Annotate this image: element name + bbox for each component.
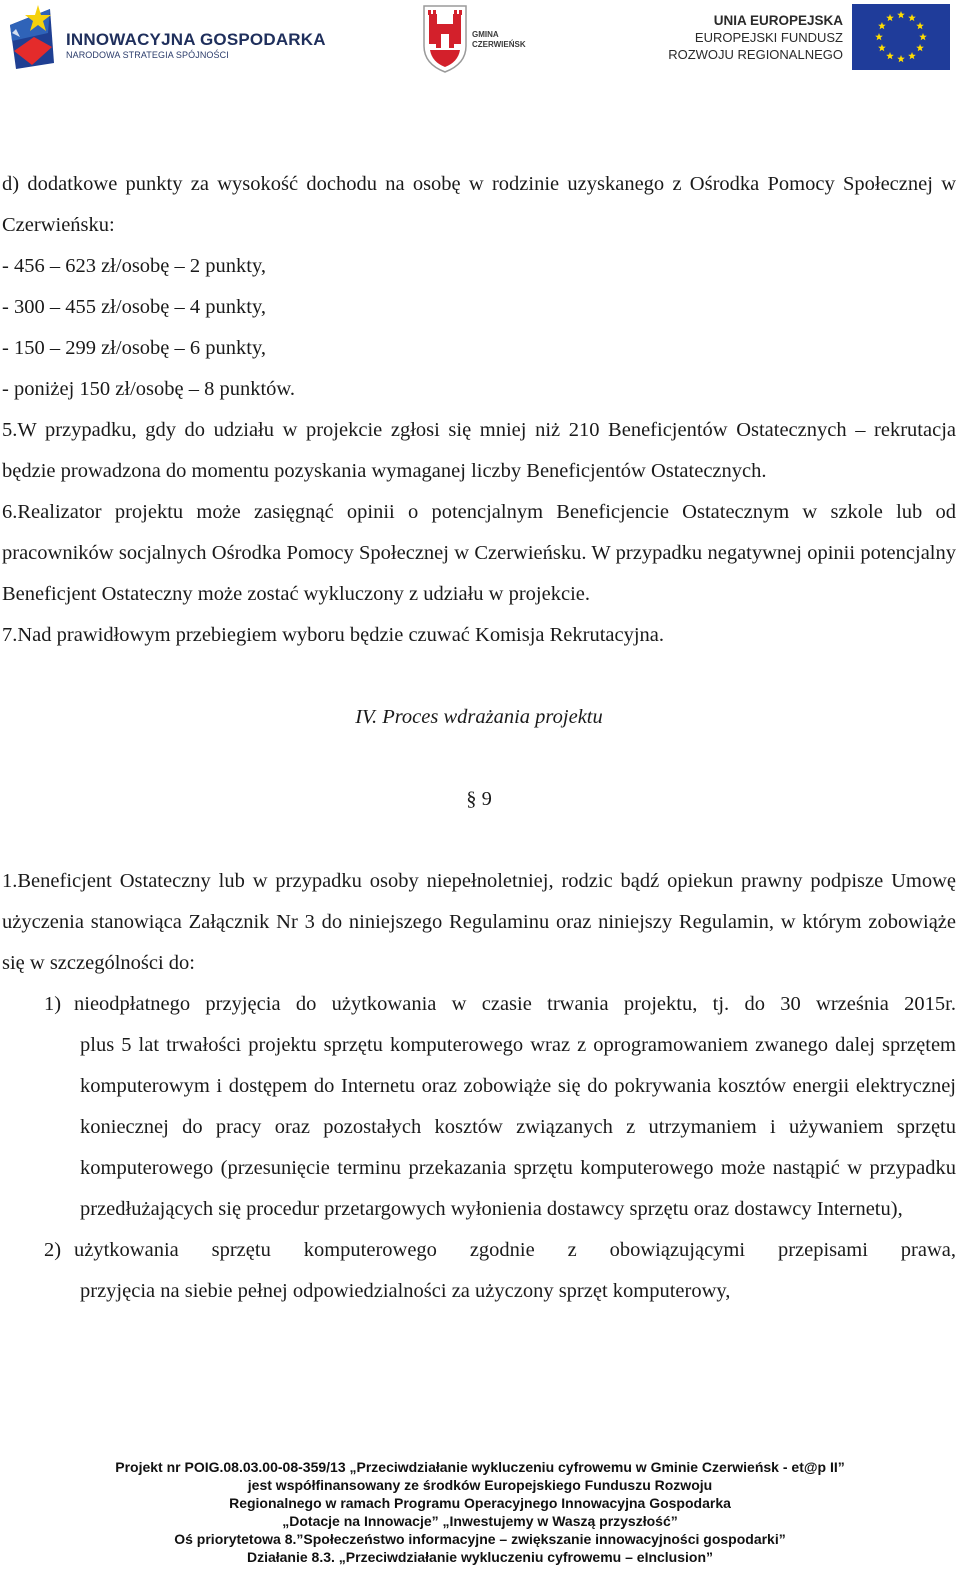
income-line-4: - poniżej 150 zł/osobę – 8 punktów. — [2, 378, 296, 400]
gmina-name: CZERWIEŃSK — [472, 40, 526, 49]
innowacyjna-gospodarka-subtitle: NARODOWA STRATEGIA SPÓJNOŚCI — [66, 50, 229, 60]
list-item — [2, 984, 956, 1230]
footer-line-4: „Dotacje na Innowacje” „Inwestujemy w Waszą przyszłość” — [282, 1513, 678, 1529]
eu-line-2: EUROPEJSKI FUNDUSZ — [694, 30, 843, 45]
paragraph-9-1: 1.Beneficjent Ostateczny lub w przypadku osoby niepełnoletniej, rodzic bądź opiekun prawny podpisze Umowę użyczenia stanowiąca Załącznik Nr 3 do niniejszego Regulaminu oraz niniejszy Regulamin, w którym zobowiąże się w szczególności do: — [2, 870, 956, 974]
paragraph-6: 6.Realizator projektu może zasięgnąć opinii o potencjalnym Beneficjencie Ostatecznym w szkole lub od pracowników socjalnych Ośrodka Pomocy Społecznej w Czerwieńsku. W przypadku negatywnej opinii potencjalny Beneficjent Ostateczny może zostać wykluczony z udziału w projekcie. — [2, 501, 956, 605]
income-line-1: - 456 – 623 zł/osobę – 2 punkty, — [2, 255, 267, 277]
innowacyjna-gospodarka-name: INNOWACYJNA GOSPODARKA — [66, 30, 326, 49]
footer-line-6: Działanie 8.3. „Przeciwdziałanie wykluczeniu cyfrowemu – eInclusion” — [246, 1549, 714, 1565]
paragraph-5: 5.W przypadku, gdy do udziału w projekcie zgłosi się mniej niż 210 Beneficjentów Ostatecznych – rekrutacja będzie prowadzona do momentu pozyskania wymaganej liczby Beneficjentów Ostatecznych. — [2, 419, 956, 482]
gmina-czerwiensk-logo — [420, 2, 530, 74]
innowacyjna-gospodarka-emblem-icon — [8, 3, 60, 73]
section-title: IV. Proces wdrażania projektu — [355, 706, 603, 728]
gmina-coat-of-arms-icon — [420, 2, 470, 74]
income-line-3: - 150 – 299 zł/osobę – 6 punkty, — [2, 337, 267, 359]
paragraph-sign: § 9 — [466, 788, 492, 810]
list-item-rest: plus 5 lat trwałości projektu sprzętu komputerowego wraz z oprogramowaniem zwanego dalej sprzętem komputerowym i dostępem do Internetu oraz zobowiąże się do pokrywania kosztów energii elektrycznej koniecznej do pracy oraz pozostałych kosztów związanych z utrzymaniem i używaniem sprzętu komputerowego (przesunięcie terminu przekazania sprzętu komputerowego może nastąpić w przypadku przedłużających się procedur przetargowych wyłonienia dostawcy sprzętu oraz dostawcy Internetu), — [80, 1034, 956, 1220]
footer-line-3: Regionalnego w ramach Programu Operacyjnego Innowacyjna Gospodarka — [229, 1495, 731, 1511]
eu-line-3: ROZWOJU REGIONALNEGO — [668, 47, 843, 62]
document-body — [2, 164, 956, 1312]
innowacyjna-gospodarka-logo — [8, 3, 326, 73]
eu-line-1: UNIA EUROPEJSKA — [713, 13, 843, 28]
gmina-label: GMINA — [472, 30, 499, 39]
footer-line-5: Oś priorytetowa 8.”Społeczeństwo informacyjne – zwiększanie innowacyjności gospodarki” — [174, 1531, 786, 1547]
point-d-intro: d) dodatkowe punkty za wysokość dochodu na osobę w rodzinie uzyskanego z Ośrodka Pomocy Społecznej w Czerwieńsku: — [2, 173, 956, 236]
list-item-first-line: użytkowania sprzętu komputerowego zgodnie z obowiązującymi przepisami prawa, — [74, 1239, 956, 1261]
list-item-number: 2) — [44, 1239, 62, 1261]
list-item — [2, 1230, 956, 1312]
eu-logo — [670, 2, 955, 72]
paragraph-7: 7.Nad prawidłowym przebiegiem wyboru będzie czuwać Komisja Rekrutacyjna. — [2, 624, 665, 646]
footer-line-1: Projekt nr POIG.08.03.00-08-359/13 „Przeciwdziałanie wykluczeniu cyfrowemu w Gminie Czerwieńsk - et@p II” — [115, 1459, 845, 1475]
list-item-rest: przyjęcia na siebie pełnej odpowiedzialności za użyczony sprzęt komputerowy, — [80, 1280, 731, 1302]
obligations-list — [2, 984, 956, 1312]
footer-line-2: jest współfinansowany ze środków Europejskiego Funduszu Rozwoju — [247, 1477, 713, 1493]
page-header — [0, 0, 960, 80]
page-footer — [0, 1458, 960, 1566]
list-item-number: 1) — [44, 993, 62, 1015]
eu-text-block — [668, 12, 843, 63]
list-item-first-line: nieodpłatnego przyjęcia do użytkowania w czasie trwania projektu, tj. do 30 września 2015r. — [74, 993, 956, 1015]
income-line-2: - 300 – 455 zł/osobę – 4 punkty, — [2, 296, 267, 318]
eu-flag-icon — [852, 4, 950, 70]
